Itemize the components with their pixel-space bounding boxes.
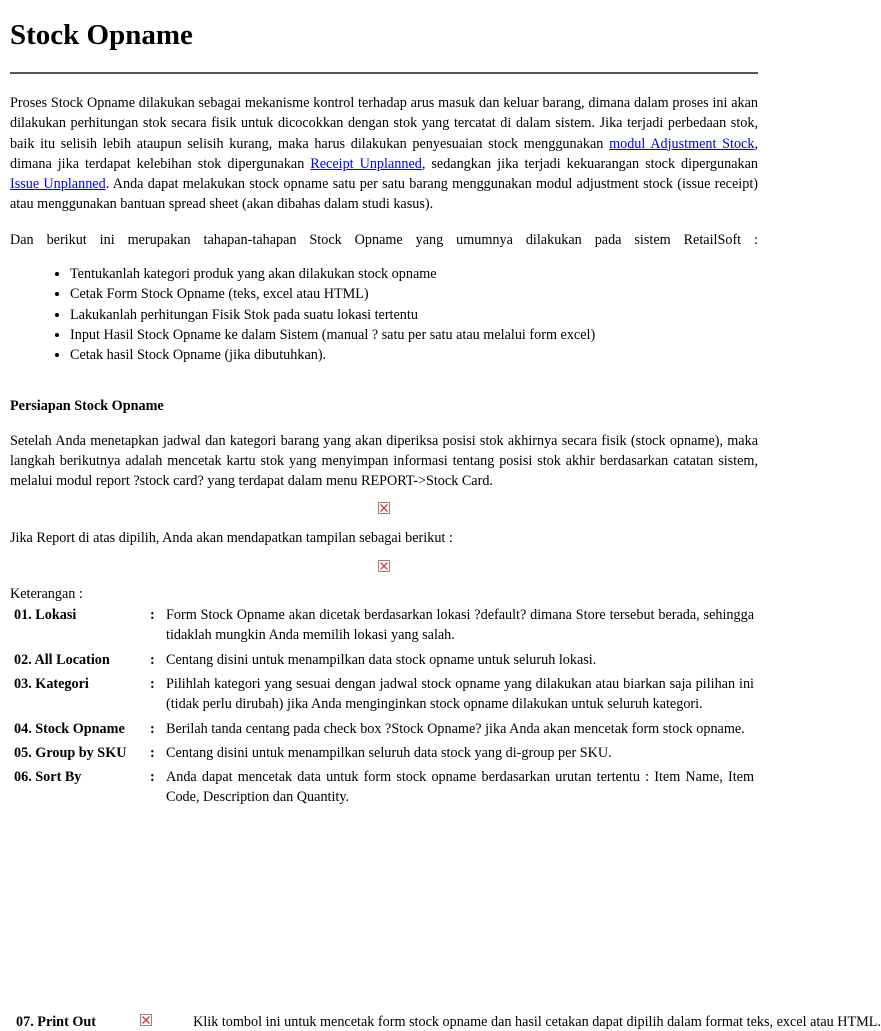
report-paragraph: Jika Report di atas dipilih, Anda akan mendapatkan tampilan sebagai berikut : bbox=[10, 529, 453, 546]
table-row bbox=[10, 603, 758, 648]
steps-list bbox=[10, 264, 758, 365]
keterangan-label: Keterangan : bbox=[10, 586, 83, 603]
intro-paragraph bbox=[10, 93, 758, 215]
legend-colon: : bbox=[150, 744, 155, 761]
legend-desc: Form Stock Opname akan dicetak berdasarkan lokasi ?default? dimana Store tersebut berada, sehingga tidaklah mungkin Anda memilih lokasi yang salah. bbox=[166, 607, 754, 644]
legend-desc: Klik tombol ini untuk mencetak form stock opname dan hasil cetakan dapat dipilih dalam format teks, excel atau HTML. bbox=[193, 1014, 881, 1030]
list-item: • Lakukanlah perhitungan Fisik Stok pada suatu lokasi tertentu bbox=[70, 305, 758, 325]
legend-desc: Pilihlah kategori yang sesuai dengan jadwal stock opname yang dilakukan atau biarkan saja pilihan ini (tidak perlu dirubah) jika Anda menginginkan stock opname dilakukan untuk seluruh kategori. bbox=[166, 675, 754, 713]
table-row bbox=[10, 717, 758, 741]
legend-key: 03. Kategori bbox=[14, 675, 89, 692]
legend-colon: : bbox=[150, 720, 155, 737]
intro-text-3: , sedangkan jika terjadi kekuarangan stock dipergunakan bbox=[421, 155, 758, 172]
legend-table bbox=[10, 603, 758, 810]
page-title: Stock Opname bbox=[10, 19, 193, 51]
legend-row-print-out bbox=[16, 1014, 881, 1031]
prep-paragraph: Setelah Anda menetapkan jadwal dan kategori barang yang akan diperiksa posisi stok akhirnya secara fisik (stock opname), maka langkah berikutnya adalah mencetak kartu stok yang menyimpan informasi tentang posisi stok akhir berdasarkan catatan sistem, melalui modul report ?stock card? yang terdapat dalam menu REPORT->Stock Card. bbox=[10, 432, 758, 490]
steps-intro: Dan berikut ini merupakan tahapan-tahapan Stock Opname yang umumnya dilakukan pada sistem RetailSoft : bbox=[10, 231, 758, 248]
table-row bbox=[10, 648, 758, 672]
intro-text-4: . Anda dapat melakukan stock opname satu per satu barang menggunakan modul adjustment stock (issue receipt) atau menggunakan bantuan spread sheet (akan dibahas dalam studi kasus). bbox=[10, 176, 758, 213]
legend-colon: : bbox=[150, 675, 155, 692]
legend-colon: : bbox=[150, 769, 155, 786]
legend-desc: Berilah tanda centang pada check box ?Stock Opname? jika Anda akan mencetak form stock opname. bbox=[166, 720, 745, 737]
broken-image-icon bbox=[378, 560, 390, 572]
link-issue-unplanned[interactable]: Issue Unplanned bbox=[10, 176, 106, 193]
legend-key: 07. Print Out bbox=[16, 1014, 96, 1030]
legend-key: 01. Lokasi bbox=[14, 607, 77, 624]
legend-desc: Centang disini untuk menampilkan data stock opname untuk seluruh lokasi. bbox=[166, 651, 597, 668]
list-item: • Cetak hasil Stock Opname (jika dibutuhkan). bbox=[70, 345, 758, 365]
legend-desc: Centang disini untuk menampilkan seluruh data stock yang di-group per SKU. bbox=[166, 744, 612, 761]
legend-colon: : bbox=[150, 651, 155, 668]
broken-image-icon bbox=[140, 1014, 152, 1026]
list-item: • Input Hasil Stock Opname ke dalam Sistem (manual ? satu per satu atau melalui form excel) bbox=[70, 325, 758, 345]
title-divider bbox=[10, 72, 758, 74]
table-row bbox=[10, 672, 758, 717]
prep-heading: Persiapan Stock Opname bbox=[10, 397, 164, 414]
broken-image-icon bbox=[378, 502, 390, 514]
list-item: • Cetak Form Stock Opname (teks, excel atau HTML) bbox=[70, 284, 758, 304]
legend-key: 06. Sort By bbox=[14, 769, 82, 786]
legend-key: 02. All Location bbox=[14, 651, 110, 668]
link-modul-adjustment-stock[interactable]: modul Adjustment Stock bbox=[609, 135, 755, 152]
table-row bbox=[10, 741, 758, 765]
intro-text-1: Proses Stock Opname dilakukan sebagai mekanisme kontrol terhadap arus masuk dan keluar barang, dimana dalam proses ini akan dilakukan perhitungan stok secara fisik untuk dicocokkan dengan stok yang tercatat di dalam sistem. Jika terjadi perbedaan stok, baik itu selisih lebih ataupun selisih kurang, maka harus dilakukan penyesuaian stock menggunakan bbox=[10, 95, 758, 152]
legend-key: 05. Group by SKU bbox=[14, 744, 127, 761]
legend-key: 04. Stock Opname bbox=[14, 720, 125, 737]
legend-colon: : bbox=[150, 607, 155, 624]
link-receipt-unplanned[interactable]: Receipt Unplanned bbox=[310, 155, 422, 172]
list-item: • Tentukanlah kategori produk yang akan dilakukan stock opname bbox=[70, 264, 758, 284]
legend-desc: Anda dapat mencetak data untuk form stock opname berdasarkan urutan tertentu : Item Name, Item Code, Description dan Quantity. bbox=[166, 769, 754, 806]
intro-text-2: , dimana jika terdapat kelebihan stok dipergunakan bbox=[10, 135, 758, 172]
table-row bbox=[10, 765, 758, 810]
